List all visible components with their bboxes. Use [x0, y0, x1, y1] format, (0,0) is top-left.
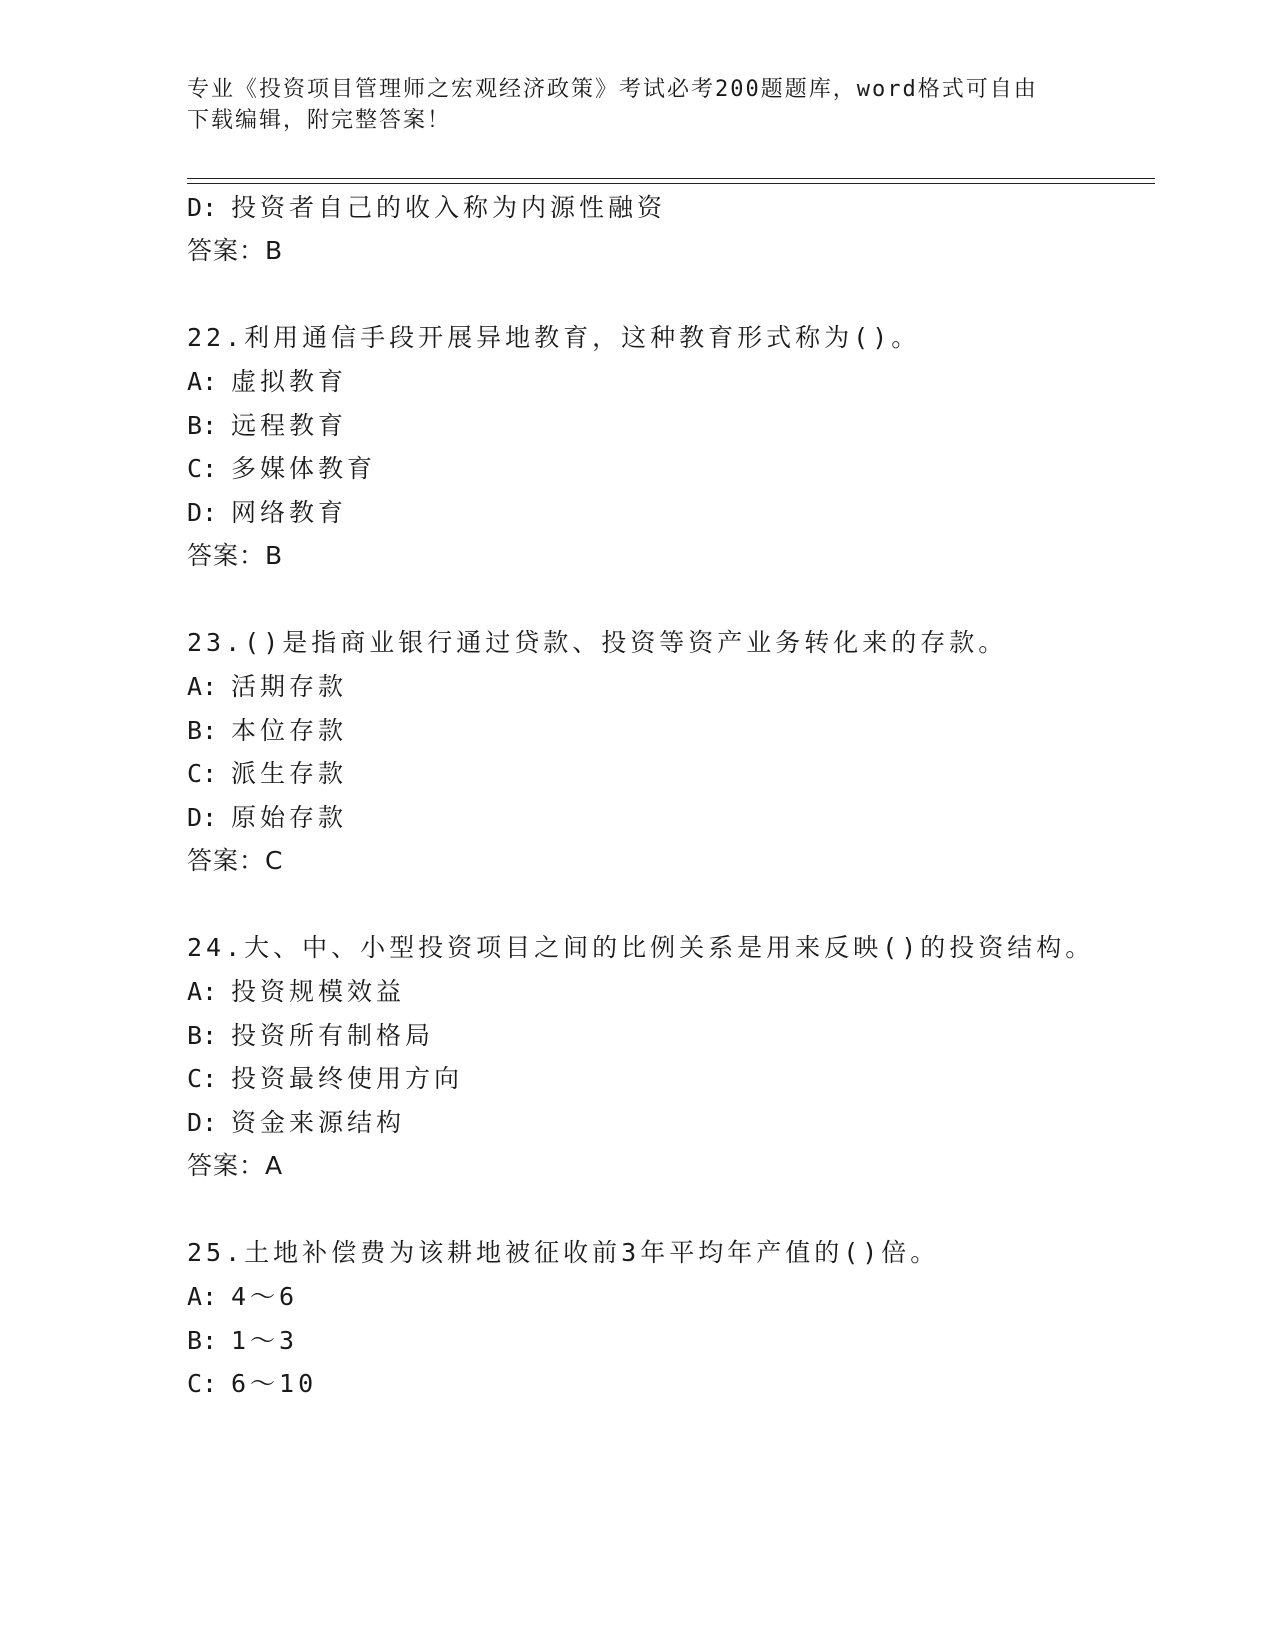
- option-text: 网络教育: [231, 498, 348, 527]
- option-label: D:: [187, 498, 218, 527]
- option-text: 资金来源结构: [231, 1108, 406, 1137]
- document-header: [187, 74, 1067, 136]
- question-24-option-b: [187, 1020, 434, 1052]
- option-text: 投资所有制格局: [231, 1021, 435, 1050]
- question-25-option-b: [187, 1325, 298, 1357]
- option-label: A:: [187, 367, 218, 396]
- option-text: 派生存款: [231, 759, 348, 788]
- option-label: A:: [187, 672, 218, 701]
- question-23-answer: 答案：C: [187, 846, 284, 875]
- question-22-option-a: [187, 366, 347, 398]
- option-label: C:: [187, 759, 218, 788]
- question-22-answer: 答案：B: [187, 541, 284, 570]
- question-24-option-c: [187, 1063, 463, 1095]
- answer-prev: 答案：B: [187, 236, 284, 265]
- question-24-answer: 答案：A: [187, 1151, 284, 1180]
- question-24-stem: 24.大、中、小型投资项目之间的比例关系是用来反映()的投资结构。: [187, 933, 1095, 962]
- option-text: 投资规模效益: [231, 977, 406, 1006]
- option-text: 虚拟教育: [231, 367, 348, 396]
- question-23-option-c: [187, 758, 347, 790]
- option-text: 活期存款: [231, 672, 348, 701]
- option-label: B:: [187, 716, 218, 745]
- option-text: 6～10: [231, 1369, 318, 1398]
- option-label: C:: [187, 1064, 218, 1093]
- question-24-option-a: [187, 976, 405, 1008]
- question-25-option-c: [187, 1368, 317, 1400]
- question-22-option-b: [187, 410, 347, 442]
- option-text: 投资最终使用方向: [231, 1064, 464, 1093]
- option-d-prev: [187, 192, 666, 224]
- question-23-option-d: [187, 802, 347, 834]
- option-label: D:: [187, 193, 218, 222]
- option-label: D:: [187, 803, 218, 832]
- question-25-option-a: [187, 1281, 298, 1313]
- option-label: A:: [187, 977, 218, 1006]
- question-23-option-a: [187, 671, 347, 703]
- option-label: C:: [187, 1369, 218, 1398]
- option-label: B:: [187, 1021, 218, 1050]
- option-text: 1～3: [231, 1326, 299, 1355]
- header-line-2: 下载编辑，附完整答案！: [187, 108, 452, 133]
- option-label: B:: [187, 1326, 218, 1355]
- header-divider-top: [187, 178, 1155, 179]
- question-23-option-b: [187, 715, 347, 747]
- option-text: 本位存款: [231, 716, 348, 745]
- question-22-option-d: [187, 497, 347, 529]
- question-23-stem: 23.()是指商业银行通过贷款、投资等资产业务转化来的存款。: [187, 628, 1008, 657]
- question-25-stem: 25.土地补偿费为该耕地被征收前3年平均年产值的()倍。: [187, 1238, 940, 1267]
- question-24-option-d: [187, 1107, 405, 1139]
- option-text: 投资者自己的收入称为内源性融资: [231, 193, 667, 222]
- option-text: 远程教育: [231, 411, 348, 440]
- option-text: 4～6: [231, 1282, 299, 1311]
- question-22-stem: 22.利用通信手段开展异地教育，这种教育形式称为()。: [187, 323, 921, 352]
- question-22-option-c: [187, 453, 376, 485]
- option-label: D:: [187, 1108, 218, 1137]
- option-label: A:: [187, 1282, 218, 1311]
- header-divider-bottom: [187, 183, 1155, 184]
- option-label: C:: [187, 454, 218, 483]
- header-line-1: 专业《投资项目管理师之宏观经济政策》考试必考200题题库，word格式可自由: [187, 77, 1038, 102]
- option-text: 多媒体教育: [231, 454, 377, 483]
- option-label: B:: [187, 411, 218, 440]
- option-text: 原始存款: [231, 803, 348, 832]
